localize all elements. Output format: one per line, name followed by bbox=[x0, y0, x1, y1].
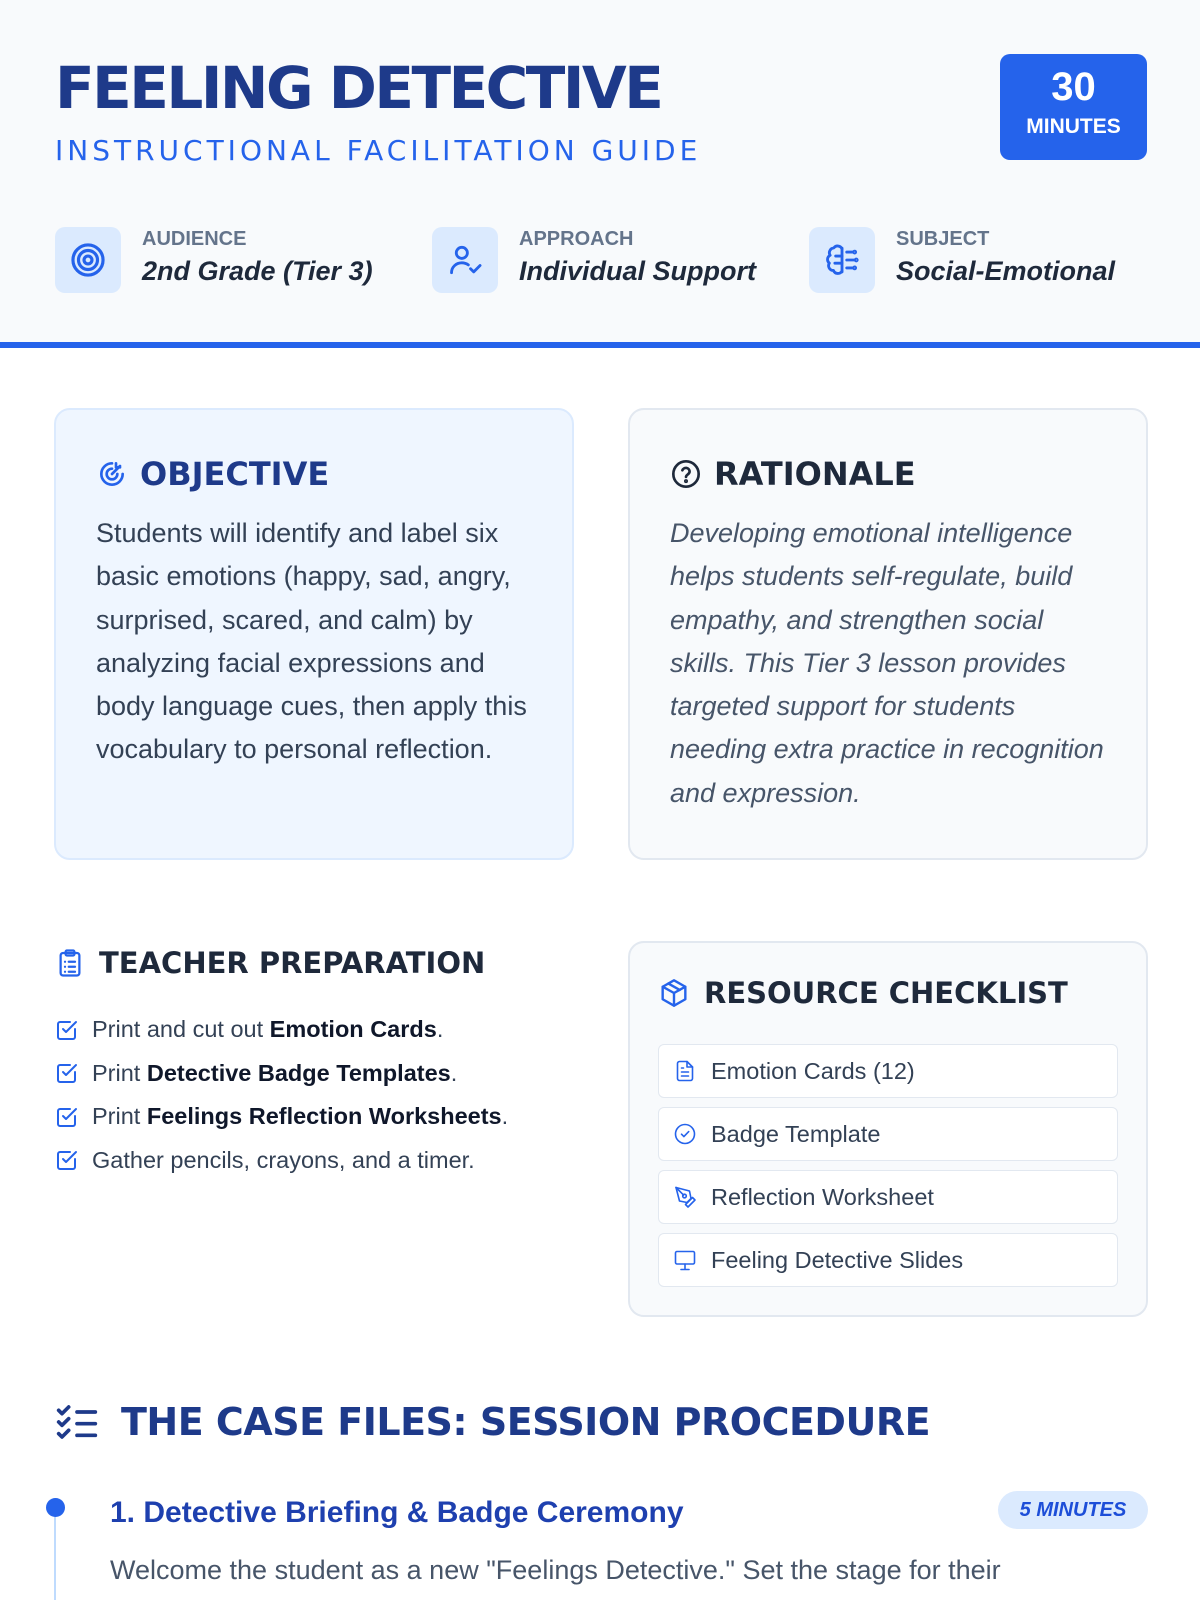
rationale-text: Developing emotional intelligence helps students self-regulate, build empathy, and strengthen social skills. This Tier 3 lesson provides targeted support for students needing extra practice in recognition and expression. bbox=[670, 518, 1104, 808]
prep-text: Print bbox=[92, 1059, 147, 1086]
prep-bold: Detective Badge Templates bbox=[146, 1059, 451, 1086]
presentation-icon bbox=[673, 1248, 697, 1272]
meta-label: AUDIENCE bbox=[142, 228, 247, 250]
meta-value: Social-Emotional bbox=[896, 256, 1116, 286]
resource-item[interactable] bbox=[658, 1170, 1118, 1224]
prep-text: . bbox=[450, 1059, 458, 1086]
step-duration-badge: 5 MINUTES bbox=[998, 1491, 1148, 1529]
prep-bold: Feelings Reflection Worksheets bbox=[146, 1103, 502, 1130]
resource-item[interactable] bbox=[658, 1233, 1118, 1287]
meta-label: APPROACH bbox=[519, 228, 634, 250]
prep-text: Print bbox=[92, 1103, 147, 1130]
resource-item-label: Reflection Worksheet bbox=[711, 1183, 934, 1210]
target-arrow-icon bbox=[96, 458, 128, 490]
document-icon bbox=[673, 1059, 697, 1083]
resource-item[interactable] bbox=[658, 1044, 1118, 1098]
timeline-dot bbox=[46, 1498, 65, 1517]
objective-title: OBJECTIVE bbox=[140, 455, 330, 493]
prep-text: . bbox=[436, 1016, 444, 1043]
prep-text: Print and cut out bbox=[92, 1016, 270, 1043]
meta-label: SUBJECT bbox=[896, 228, 990, 250]
objective-text: Students will identify and label six basic emotions (happy, sad, angry, surprised, scared, and calm) by analyzing facial expressions and body language cues, then apply this vocabulary to personal reflection. bbox=[96, 518, 527, 765]
teacher-prep-title: TEACHER PREPARATION bbox=[99, 946, 486, 980]
prep-text: Gather pencils, crayons, and a timer. bbox=[92, 1146, 475, 1173]
prep-item bbox=[55, 1095, 508, 1139]
duration-unit: MINUTES bbox=[1026, 115, 1121, 138]
package-icon bbox=[658, 977, 690, 1009]
procedure-header bbox=[55, 1398, 930, 1446]
badge-check-icon bbox=[673, 1122, 697, 1146]
user-check-icon bbox=[432, 227, 498, 293]
resource-checklist-title: RESOURCE CHECKLIST bbox=[704, 976, 1068, 1010]
teacher-prep-list bbox=[55, 1008, 508, 1182]
resource-item-label: Feeling Detective Slides bbox=[711, 1246, 964, 1273]
timeline-line bbox=[54, 1506, 56, 1600]
step-title: 1. Detective Briefing & Badge Ceremony bbox=[110, 1496, 684, 1529]
pen-icon bbox=[673, 1185, 697, 1209]
meta-subject bbox=[809, 227, 1115, 293]
clipboard-icon bbox=[55, 947, 85, 979]
meta-value: 2nd Grade (Tier 3) bbox=[142, 256, 373, 286]
prep-item bbox=[55, 1052, 508, 1096]
duration-badge bbox=[1000, 54, 1147, 160]
page-title: FEELING DETECTIVE bbox=[55, 54, 662, 122]
meta-audience bbox=[55, 227, 373, 293]
procedure-title: THE CASE FILES: SESSION PROCEDURE bbox=[121, 1400, 931, 1444]
teacher-prep-header bbox=[55, 945, 485, 981]
page-subtitle: INSTRUCTIONAL FACILITATION GUIDE bbox=[55, 134, 702, 167]
header bbox=[0, 0, 1200, 348]
checkbox-checked-icon bbox=[55, 1148, 79, 1172]
checkbox-checked-icon bbox=[55, 1018, 79, 1042]
resource-checklist-header bbox=[658, 975, 1068, 1011]
resource-item[interactable] bbox=[658, 1107, 1118, 1161]
meta-approach bbox=[432, 227, 756, 293]
step-text: Welcome the student as a new "Feelings Detective." Set the stage for their bbox=[110, 1555, 1001, 1585]
rationale-card bbox=[628, 408, 1148, 860]
prep-text: . bbox=[501, 1103, 509, 1130]
list-checks-icon bbox=[55, 1402, 99, 1442]
prep-bold: Emotion Cards bbox=[269, 1016, 437, 1043]
resource-item-label: Emotion Cards (12) bbox=[711, 1057, 915, 1084]
target-icon bbox=[55, 227, 121, 293]
meta-value: Individual Support bbox=[519, 256, 756, 286]
checkbox-checked-icon bbox=[55, 1061, 79, 1085]
resource-checklist-card bbox=[628, 941, 1148, 1317]
checkbox-checked-icon bbox=[55, 1105, 79, 1129]
prep-item bbox=[55, 1008, 508, 1052]
brain-icon bbox=[809, 227, 875, 293]
prep-item bbox=[55, 1139, 508, 1183]
duration-value: 30 bbox=[1051, 65, 1096, 109]
objective-card bbox=[54, 408, 574, 860]
resource-item-label: Badge Template bbox=[711, 1120, 881, 1147]
rationale-title: RATIONALE bbox=[714, 455, 916, 493]
question-circle-icon bbox=[670, 458, 702, 490]
